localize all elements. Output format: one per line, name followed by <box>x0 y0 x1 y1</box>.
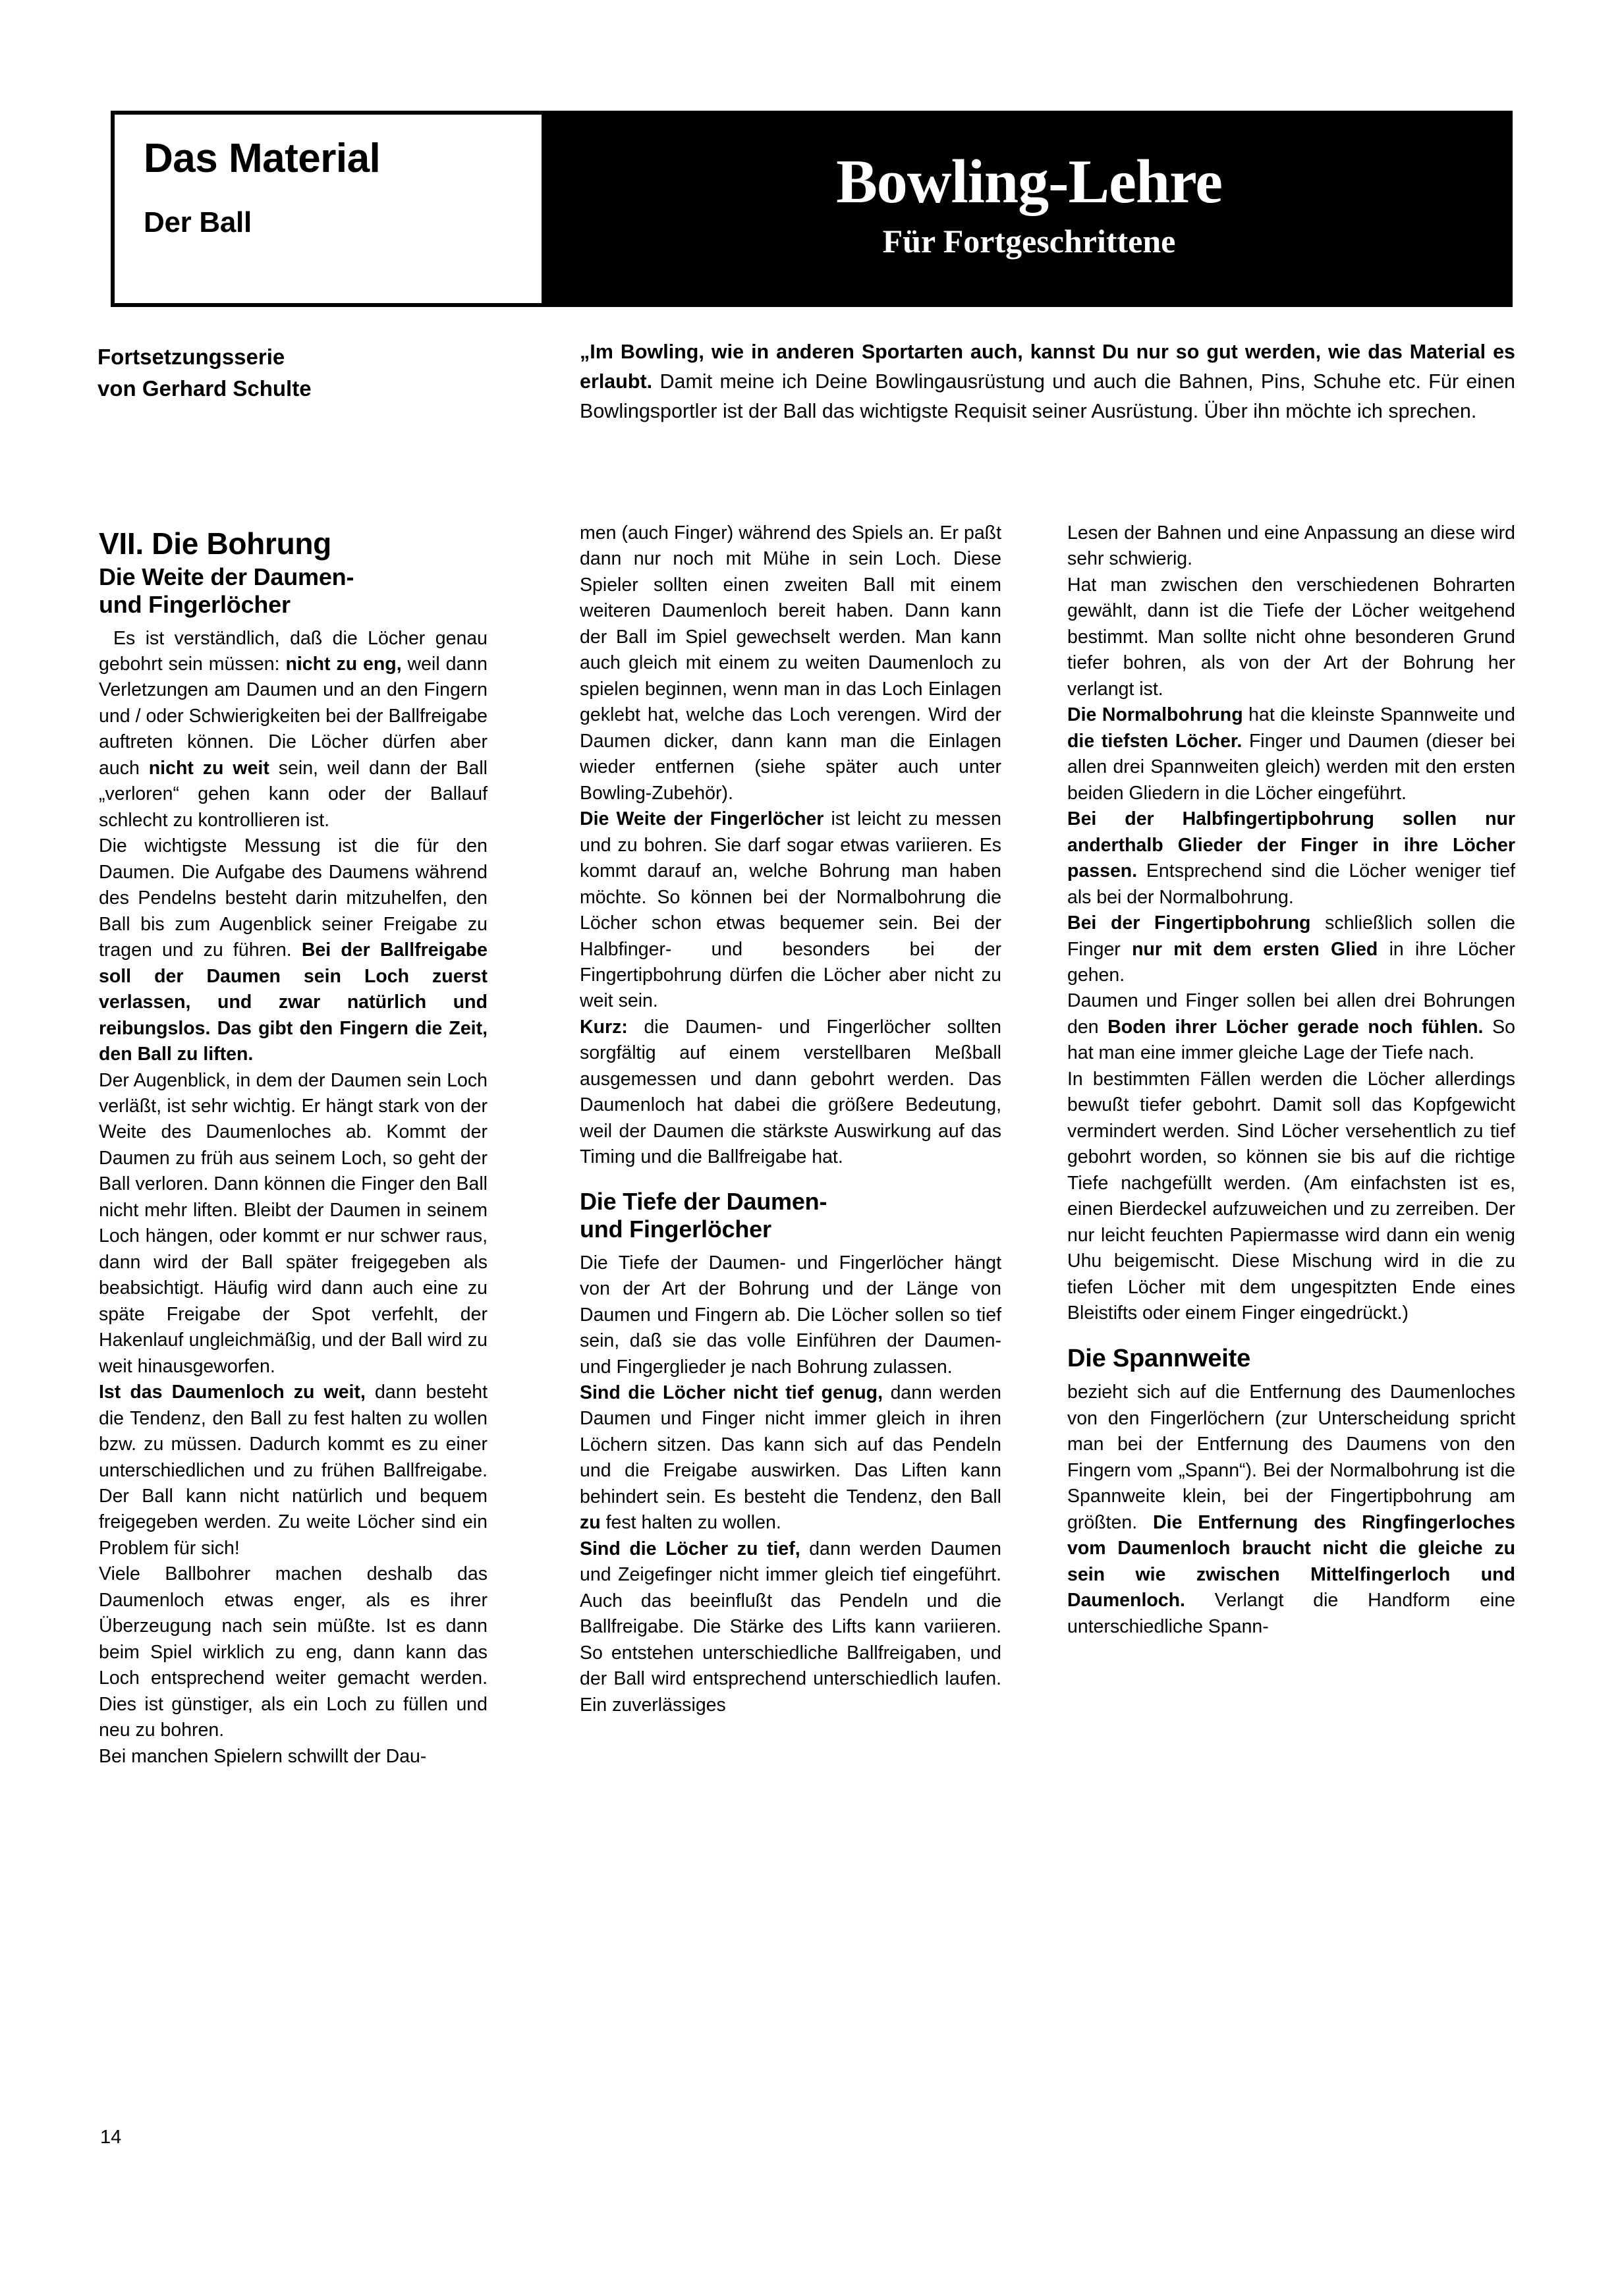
lead-bold: „Im Bowling, wie in anderen Sportarten auch, kannst Du nur so gut werden, wie das Material es erlaubt. <box>580 341 1515 393</box>
text-run-bold: nicht zu weit <box>148 757 269 779</box>
text-run: sein, weil dann der Ball „verloren“ gehen kann oder der Ballauf schlecht zu kontrollieren ist. <box>99 757 488 831</box>
paragraph <box>99 626 488 834</box>
text-run: Verlangt die Handform eine unterschiedliche Spann- <box>1067 1590 1515 1637</box>
column-3 <box>1067 520 1515 1640</box>
masthead-brand-subtitle: Für Fortgeschrittene <box>882 223 1176 260</box>
page-number: 14 <box>100 2127 122 2148</box>
text-run-bold: Ist das Daumenloch zu weit, <box>99 1382 366 1403</box>
masthead-section-subtitle: Der Ball <box>144 206 252 239</box>
masthead-section-title: Das Material <box>144 136 381 181</box>
column-2 <box>580 520 1001 1718</box>
text-run: dann besteht die Tendenz, den Ball zu fest halten zu wollen bzw. zu müssen. Dadurch kommt es zu einer unterschiedlichen und zu frühen Ballfreigabe. Der Ball kann nicht natürlich und bequem freigegeben werden. Zu weite Löcher sind ein Problem für sich! <box>99 1382 488 1559</box>
paragraph <box>1067 573 1515 702</box>
column-1 <box>99 527 488 1770</box>
text-run: dann werden Daumen und Finger nicht immer gleich in ihren Löchern sitzen. Das kann sich auf das Pendeln und die Freigabe auswirken. Das Liften kann behindert sein. Es besteht die Tendenz, den Ball <box>580 1382 1002 1507</box>
text-run: in ihre Löcher gehen. <box>1067 938 1516 986</box>
text-run: Der Augenblick, in dem der Daumen sein Loch verläßt, ist sehr wichtig. Er hängt stark von der Weite des Daumenloches ab. Kommt der Daumen zu früh aus seinem Loch, so geht der Ball verloren. Dann können die Finger den Ball nicht mehr liften. Bleibt der Daumen in seinem Loch hängen, oder kommt er nur schwer raus, dann wird der Ball später freigegeben als beabsichtigt. Häufig wird dann auch eine zu späte Freigabe der Spot verfehlt, der Hakenlauf ungleichmäßig, und der Ball wird zu weit hinausgeworfen. <box>99 1069 488 1377</box>
text-run: Bei manchen Spielern schwillt der Dau- <box>99 1745 427 1767</box>
paragraph <box>99 1068 488 1380</box>
paragraph <box>99 1561 488 1743</box>
text-run: dann werden Daumen und Zeigefinger nicht immer gleich tief eingeführt. Auch das beeinflußt das Pendeln und die Ballfreigabe. Die Stärke des Lifts kann variieren. So entstehen unterschiedliche Ballfreigaben, und der Ball wird entsprechend unterschiedlich laufen. Ein zuverlässiges <box>580 1538 1001 1716</box>
subsection-heading-line1: Die Tiefe der Daumen- <box>580 1187 827 1215</box>
text-run-bold: nur mit dem ersten Glied <box>1132 938 1378 960</box>
text-run: So hat man eine immer gleiche Lage der Tiefe nach. <box>1067 1016 1515 1064</box>
paragraph <box>99 833 488 1067</box>
text-run: Die Tiefe der Daumen- und Fingerlöcher hängt von der Art der Bohrung und der Länge von Daumen und Fingern ab. Die Löcher sollen so tief sein, daß sie das volle Einführen der Daumen- und Fingerglieder je nach Bohrung zulassen. <box>580 1252 1001 1378</box>
paragraph <box>580 1250 1001 1380</box>
text-run-bold: Boden ihrer Löcher gerade noch fühlen. <box>1107 1016 1484 1038</box>
subsection-heading: Die Spannweite <box>1067 1344 1251 1372</box>
paragraph <box>1067 988 1515 1066</box>
masthead-brand-title: Bowling-Lehre <box>836 148 1222 216</box>
byline-line2: von Gerhard Schulte <box>98 376 312 401</box>
text-run: Hat man zwischen den verschiedenen Bohrarten gewählt, dann ist die Tiefe der Löcher weitgehend bestimmt. Man sollte nicht ohne besonderen Grund tiefer bohren, als von der Art der Bohrung her verlangt ist. <box>1067 574 1515 700</box>
text-run: Entsprechend sind die Löcher weniger tief als bei der Normalbohrung. <box>1067 860 1515 908</box>
paragraph <box>1067 806 1515 910</box>
text-run: bezieht sich auf die Entfernung des Daumenloches von den Fingerlöchern (zur Unterscheidung spricht man bei der Entfernung des Daumens von den Fingern vom „Spann“). Bei der Normalbohrung ist die Spannweite klein, bei der Fingertipbohrung am größten. <box>1067 1382 1515 1533</box>
text-run: Lesen der Bahnen und eine Anpassung an diese wird sehr schwierig. <box>1067 522 1515 570</box>
text-run-bold: Sind die Löcher zu tief, <box>580 1538 800 1559</box>
text-run-bold: Die Normalbohrung <box>1067 704 1243 726</box>
paragraph <box>1067 702 1515 806</box>
text-run: hat die kleinste Spannweite und <box>1243 704 1515 726</box>
subsection-heading <box>99 563 488 619</box>
paragraph <box>580 1536 1001 1718</box>
text-run-bold: Bei der Ballfreigabe soll der Daumen sein Loch zuerst verlassen, und zwar natürlich und reibungslos. Das gibt den Fingern die Zeit, den Ball zu liften. <box>99 939 488 1065</box>
text-run: schließlich sollen die Finger <box>1067 912 1515 960</box>
text-run: Viele Ballbohrer machen deshalb das Daumenloch etwas enger, als es ihrer Überzeugung nach sein müßte. Ist es dann beim Spiel wirklich zu eng, dann kann das Loch entsprechend weiter gemacht werden. Dies ist günstiger, als ein Loch zu füllen und neu zu bohren. <box>99 1563 488 1741</box>
text-run: Die wichtigste Messung ist die für den Daumen. Die Aufgabe des Daumens während des Pendelns besteht darin mitzuhelfen, den Ball bis zum Augenblick seiner Freigabe zu tragen und zu führen. <box>99 835 488 961</box>
text-run-bold: Die Weite der Fingerlöcher <box>580 808 824 830</box>
text-run-bold: die tiefsten Löcher. <box>1067 730 1243 752</box>
text-run-bold: Bei der Halbfingertipbohrung sollen nur anderthalb Glieder der Finger in ihre Löcher passen. <box>1067 808 1515 882</box>
paragraph <box>580 1380 1001 1536</box>
subsection-heading-line2: und Fingerlöcher <box>580 1216 771 1243</box>
text-run: men (auch Finger) während des Spiels an. Er paßt dann nur noch mit Mühe in sein Loch. Diese Spieler sollten einen zweiten Ball mit einem weiteren Daumenloch bereit haben. Dann kann der Ball im Spiel gewechselt werden. Man kann auch gleich mit einem zu weiten Daumenloch zu spielen beginnen, wenn man in das Loch Einlagen geklebt hat, welche das Loch verengen. Wird der Daumen dicker, dann kann man die Einlagen wieder entfernen (siehe später auch unter Bowling-Zubehör). <box>580 522 1001 804</box>
paragraph <box>1067 910 1515 988</box>
text-run: fest halten zu wollen. <box>600 1512 781 1534</box>
section-heading: VII. Die Bohrung <box>99 526 331 561</box>
paragraph <box>1067 1067 1515 1327</box>
subsection-heading <box>580 1188 1001 1244</box>
lead-rest: Damit meine ich Deine Bowlingausrüstung und auch die Bahnen, Pins, Schuhe etc. Für einen Bowlingsportler ist der Ball das wichtigste Requisit seiner Ausrüstung. Über ihn möchte ich sprechen. <box>580 370 1515 422</box>
byline-line1: Fortsetzungsserie <box>98 345 285 369</box>
subsection-heading-line1: Die Weite der Daumen- <box>99 563 354 590</box>
paragraph <box>580 1015 1001 1171</box>
masthead <box>111 111 1513 307</box>
text-run: weil dann Verletzungen am Daumen und an den Fingern und / oder Schwierigkeiten bei der Ballfreigabe auftreten können. Die Löcher dürfen aber auch <box>99 654 488 779</box>
masthead-section-box <box>111 111 545 307</box>
masthead-brand-box <box>545 111 1513 307</box>
paragraph <box>1067 520 1515 573</box>
text-run-bold: Die Entfernung des Ringfingerloches vom Daumenloch braucht nicht die gleiche zu sein wie zwischen Mittelfingerloch und Daumenloch. <box>1067 1511 1516 1611</box>
text-run-bold: nicht zu eng, <box>285 654 402 675</box>
text-run: Es ist verständlich, daß die Löcher genau gebohrt sein müssen: <box>99 627 488 675</box>
paragraph <box>99 1744 488 1770</box>
lead-paragraph <box>580 337 1515 426</box>
text-run: ist leicht zu messen und zu bohren. Sie darf sogar etwas variieren. Es kommt darauf an, welche Bohrung man haben möchte. So können bei der Normalbohrung die Löcher schon etwas bequemer sein. Bei der Halbfinger- und besonders bei der Fingertipbohrung dürfen die Löcher aber nicht zu weit sein. <box>580 808 1001 1012</box>
paragraph <box>580 806 1001 1015</box>
text-run: die Daumen- und Fingerlöcher sollten sorgfältig auf einem verstellbaren Meßball ausgemessen und dann gebohrt werden. Das Daumenloch hat dabei die größere Bedeutung, weil der Daumen die stärkste Auswirkung auf das Timing und die Ballfreigabe hat. <box>580 1016 1001 1168</box>
text-run: In bestimmten Fällen werden die Löcher allerdings bewußt tiefer gebohrt. Damit soll das Kopfgewicht vermindert werden. Sind Löcher versehentlich zu tief gebohrt worden, so können sie bis auf die richtige Tiefe nachgefüllt werden. (Am einfachsten ist es, einen Bierdeckel aufzuweichen und zu zerreiben. Der nur leicht feuchten Papiermasse wird dann ein wenig Uhu beigemischt. Diese Mischung wird in die zu tiefen Löcher mit dem ungespitzten Ende eines Bleistifts oder einem Finger eingedrückt.) <box>1067 1068 1515 1324</box>
subsection-heading-line2: und Fingerlöcher <box>99 591 291 619</box>
text-run-bold: Bei der Fingertipbohrung <box>1067 912 1311 934</box>
paragraph <box>580 520 1001 806</box>
text-run-bold: Kurz: <box>580 1016 628 1038</box>
byline <box>98 341 486 405</box>
paragraph <box>99 1380 488 1561</box>
text-run-bold: Sind die Löcher nicht tief genug, <box>580 1382 883 1403</box>
text-run: Daumen und Finger sollen bei allen drei Bohrungen den <box>1067 990 1515 1038</box>
text-run-bold: zu <box>580 1512 601 1534</box>
paragraph <box>1067 1380 1515 1640</box>
text-run: Finger und Daumen (dieser bei allen drei Spannweiten gleich) werden mit den ersten beiden Gliedern in die Löcher eingeführt. <box>1067 730 1515 804</box>
